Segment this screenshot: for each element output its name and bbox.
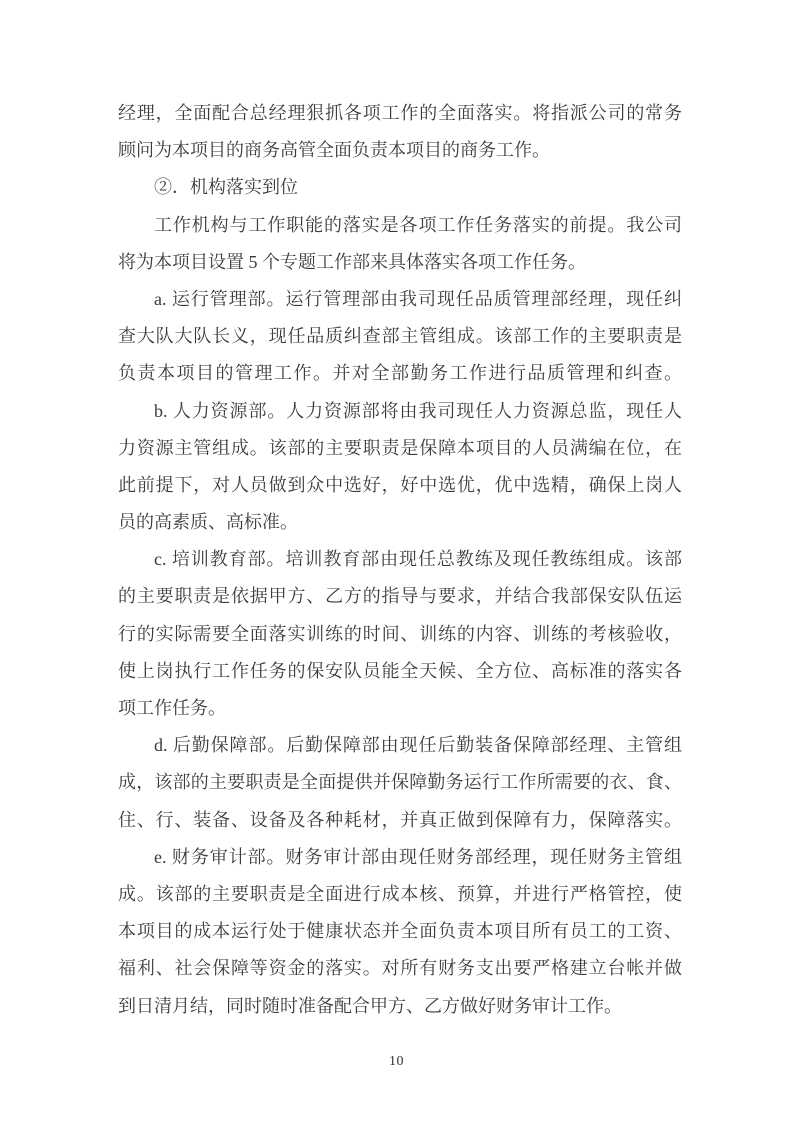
document-body — [118, 95, 682, 1025]
text-line: 使上岗执行工作任务的保安队员能全天候、全方位、高标准的落实各 — [118, 660, 682, 681]
text-line: e. 财务审计部。财务审计部由现任财务部经理，现任财务主管组 — [154, 846, 682, 867]
text-line: d. 后勤保障部。后勤保障部由现任后勤装备保障部经理、主管组 — [154, 735, 682, 756]
text-line: b. 人力资源部。人力资源部将由我司现任人力资源总监，现任人 — [154, 400, 682, 421]
text-line: 成，该部的主要职责是全面提供并保障勤务运行工作所需要的衣、食、 — [118, 772, 682, 793]
page-footer — [0, 1052, 793, 1070]
text-line: 顾问为本项目的商务高管全面负责本项目的商务工作。 — [118, 140, 550, 161]
text-line: 此前提下，对人员做到众中选好，好中选优，优中选精，确保上岗人 — [118, 474, 682, 495]
text-line: c. 培训教育部。培训教育部由现任总教练及现任教练组成。该部 — [154, 549, 682, 570]
text-line: 查大队大队长义，现任品质纠查部主管组成。该部工作的主要职责是 — [118, 326, 682, 347]
text-line: 住、行、装备、设备及各种耗材，并真正做到保障有力，保障落实。 — [118, 809, 682, 830]
text-line: 工作机构与工作职能的落实是各项工作任务落实的前提。我公司 — [154, 214, 682, 235]
text-line: 到日清月结，同时随时准备配合甲方、乙方做好财务审计工作。 — [118, 995, 622, 1016]
text-line: 力资源主管组成。该部的主要职责是保障本项目的人员满编在位，在 — [118, 437, 682, 458]
text-line: 经理，全面配合总经理狠抓各项工作的全面落实。将指派公司的常务 — [118, 103, 682, 123]
text-line: 负责本项目的管理工作。并对全部勤务工作进行品质管理和纠查。 — [118, 363, 682, 384]
text-line: 本项目的成本运行处于健康状态并全面负责本项目所有员工的工资、 — [118, 921, 682, 942]
text-line: 福利、社会保障等资金的落实。对所有财务支出要严格建立台帐并做 — [118, 958, 682, 979]
text-line: 成。该部的主要职责是全面进行成本核、预算，并进行严格管控，使 — [118, 883, 682, 904]
page-number: 10 — [389, 1054, 404, 1069]
text-line: 项工作任务。 — [118, 698, 226, 718]
text-line: 行的实际需要全面落实训练的时间、训练的内容、训练的考核验收， — [118, 623, 682, 644]
text-line: 的主要职责是依据甲方、乙方的指导与要求，并结合我部保安队伍运 — [118, 586, 682, 607]
text-line: 员的高素质、高标准。 — [118, 512, 298, 533]
text-line: ②．机构落实到位 — [154, 177, 298, 198]
text-line: a. 运行管理部。运行管理部由我司现任品质管理部经理，现任纠 — [154, 288, 682, 309]
text-line: 将为本项目设置 5 个专题工作部来具体落实各项工作任务。 — [118, 251, 586, 272]
